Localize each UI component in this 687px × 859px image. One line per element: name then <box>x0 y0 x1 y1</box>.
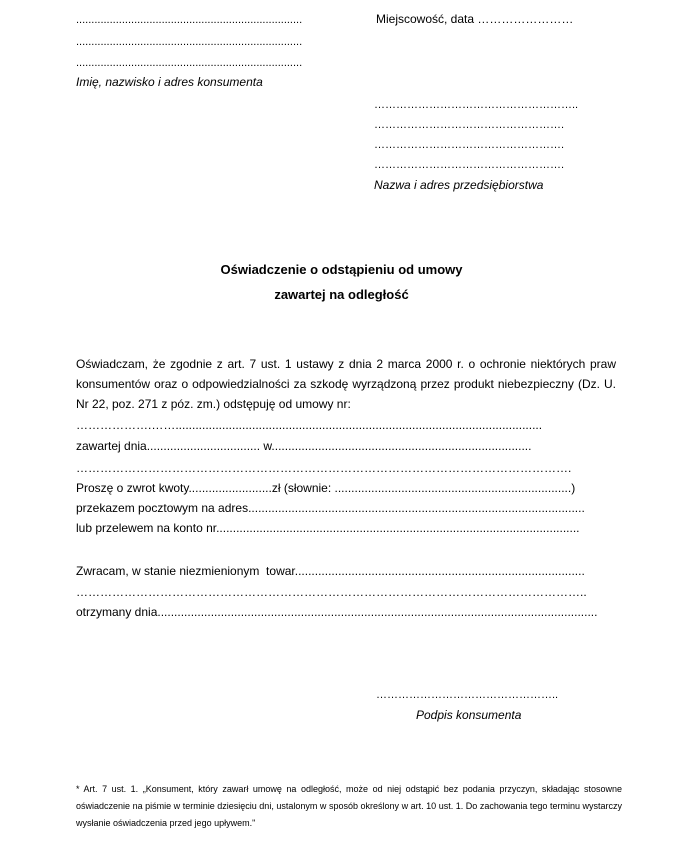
postal-transfer-line: przekazem pocztowym na adres..................................................................................................... <box>76 501 585 515</box>
footnote: * Art. 7 ust. 1. „Konsument, który zawarł umowę na odległość, może od niej odstąpić bez podania przyczyn, składając stosowne oświadczenie na piśmie w terminie dziesięciu dni, ustalonym w sposób określony w art. 10 ust. 1. Do zachowania tego terminu wystarczy wysłanie oświadczenia przed jego upływem." <box>76 784 622 828</box>
consumer-line-2: .......................................................................... <box>76 36 303 48</box>
statement-paragraph: Oświadczam, że zgodnie z art. 7 ust. 1 ustawy z dnia 2 marca 2000 r. o ochronie niektórych praw konsumentów oraz o odpowiedzialności za szkodę wyrządzoną przez produkt niebezpieczny (Dz. U. Nr 22, poz. 271 z póz. zm.) odstępuję od umowy nr: <box>76 357 616 411</box>
contract-number-line: ……………….…….............................................................................................................. <box>76 418 543 432</box>
document-title-line-1: Oświadczenie o odstąpieniu od umowy <box>220 262 463 277</box>
signature-line: ………………………………………….. <box>376 689 559 701</box>
concluded-date-line: zawartej dnia.................................. w.............................................................................. <box>76 439 532 453</box>
received-date-line: otrzymany dnia.................................................................................................................................... <box>76 605 598 619</box>
business-line-1: ……………………………………………….. <box>374 99 579 111</box>
place-date-field: Miejscowość, data …………………… <box>376 12 574 26</box>
bank-transfer-line: lub przelewem na konto nr............................................................................................................. <box>76 521 580 535</box>
consumer-line-1: .......................................................................... <box>76 14 303 26</box>
document-title-line-2: zawartej na odległość <box>274 287 409 302</box>
business-line-3: ……………………………………………. <box>374 139 565 151</box>
consumer-caption: Imię, nazwisko i adres konsumenta <box>76 75 263 89</box>
business-caption: Nazwa i adres przedsiębiorstwa <box>374 178 544 192</box>
signature-caption: Podpis konsumenta <box>416 708 522 722</box>
refund-amount-line: Proszę o zwrot kwoty.........................zł (słownie: .......................................................................) <box>76 481 576 495</box>
consumer-line-3: .......................................................................... <box>76 57 303 69</box>
business-line-4: ……………………………………………. <box>374 159 565 171</box>
blank-line-2: ……………………………………………………………………………………………………………….. <box>76 585 587 599</box>
business-line-2: ……………………………………………. <box>374 119 565 131</box>
blank-line: ……………………………………………………………………………………………………………. <box>76 461 572 475</box>
return-goods-line: Zwracam, w stanie niezmienionym towar....................................................................................... <box>76 564 585 578</box>
